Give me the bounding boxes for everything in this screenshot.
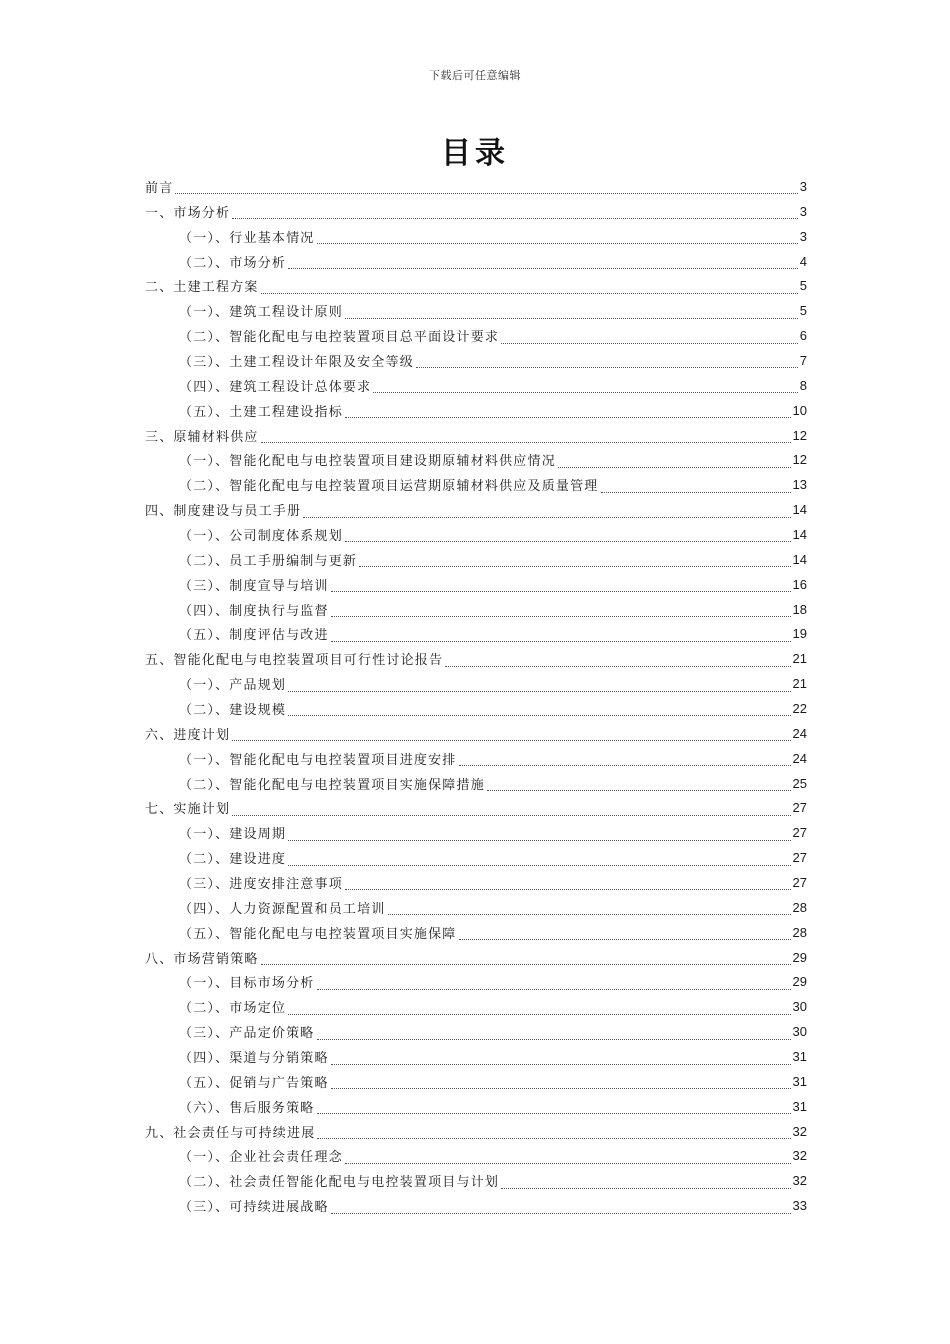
- toc-section-entry[interactable]: [145, 820, 807, 845]
- dot-leader: [317, 1125, 790, 1139]
- toc-section-entry[interactable]: [145, 771, 807, 796]
- toc-entry-label: 六、进度计划: [145, 727, 231, 743]
- toc-entry-label: （二）、社会责任智能化配电与电控装置项目与计划: [179, 1175, 500, 1191]
- toc-chapter-entry[interactable]: [145, 1119, 807, 1144]
- toc-section-entry[interactable]: [145, 572, 807, 597]
- dot-leader: [345, 876, 791, 890]
- toc-entry-page-number: 6: [799, 328, 807, 344]
- toc-entry-label: （四）、人力资源配置和员工培训: [179, 901, 386, 917]
- toc-entry-label: （二）、建设规模: [179, 702, 287, 718]
- dot-leader: [261, 429, 791, 443]
- dot-leader: [317, 1100, 791, 1114]
- dot-leader: [175, 180, 797, 194]
- toc-entry-label: （四）、建筑工程设计总体要求: [179, 379, 372, 395]
- toc-entry-page-number: 3: [799, 203, 807, 219]
- dot-leader: [232, 205, 798, 219]
- download-editable-note: 下载后可任意编辑: [429, 69, 521, 82]
- toc-chapter-entry[interactable]: [145, 646, 807, 671]
- toc-entry-label: （一）、建筑工程设计原则: [179, 305, 343, 321]
- dot-leader: [317, 976, 791, 990]
- toc-chapter-entry[interactable]: [145, 945, 807, 970]
- toc-entry-page-number: 12: [792, 452, 807, 468]
- dot-leader: [331, 603, 791, 617]
- toc-section-entry[interactable]: [145, 920, 807, 945]
- dot-leader: [601, 479, 791, 493]
- toc-title: 目录: [441, 136, 509, 171]
- toc-entry-page-number: 14: [792, 502, 807, 518]
- toc-entry-page-number: 27: [792, 850, 807, 866]
- toc-entry-page-number: 3: [799, 228, 807, 244]
- toc-entry-page-number: 28: [792, 899, 807, 915]
- dot-leader: [261, 951, 791, 965]
- toc-entry-page-number: 10: [792, 402, 807, 418]
- toc-section-entry[interactable]: [145, 547, 807, 572]
- dot-leader: [487, 777, 791, 791]
- dot-leader: [445, 653, 790, 667]
- toc-section-entry[interactable]: [145, 970, 807, 995]
- toc-entry-page-number: 8: [799, 377, 807, 393]
- toc-section-entry[interactable]: [145, 1044, 807, 1069]
- toc-entry-page-number: 33: [792, 1198, 807, 1214]
- toc-chapter-entry[interactable]: [145, 199, 807, 224]
- toc-entry-page-number: 29: [792, 949, 807, 965]
- dot-leader: [388, 901, 791, 915]
- toc-entry-label: 五、智能化配电与电控装置项目可行性讨论报告: [145, 653, 444, 669]
- toc-entry-page-number: 4: [799, 253, 807, 269]
- dot-leader: [261, 280, 798, 294]
- toc-section-entry[interactable]: [145, 1144, 807, 1169]
- dot-leader: [359, 553, 790, 567]
- toc-entry-page-number: 24: [792, 750, 807, 766]
- toc-entry-label: （一）、目标市场分析: [179, 976, 315, 992]
- dot-leader: [331, 578, 791, 592]
- toc-section-entry[interactable]: [145, 994, 807, 1019]
- toc-entry-page-number: 3: [799, 178, 807, 194]
- dot-leader: [288, 678, 790, 692]
- toc-section-entry[interactable]: [145, 298, 807, 323]
- toc-entry-page-number: 31: [792, 1098, 807, 1114]
- dot-leader: [459, 926, 791, 940]
- toc-entry-page-number: 19: [792, 626, 807, 642]
- dot-leader: [288, 702, 790, 716]
- toc-entry-page-number: 7: [799, 352, 807, 368]
- toc-entry-label: （五）、智能化配电与电控装置项目实施保障: [179, 926, 457, 942]
- toc-section-entry[interactable]: [145, 249, 807, 274]
- toc-section-entry[interactable]: [145, 472, 807, 497]
- toc-entry-label: （五）、制度评估与改进: [179, 628, 329, 644]
- toc-entry-page-number: 22: [792, 700, 807, 716]
- toc-section-entry[interactable]: [145, 621, 807, 646]
- toc-entry-label: 一、市场分析: [145, 205, 231, 221]
- toc-entry-page-number: 16: [792, 576, 807, 592]
- toc-entry-label: （一）、行业基本情况: [179, 230, 315, 246]
- toc-entry-page-number: 14: [792, 551, 807, 567]
- toc-entry-page-number: 30: [792, 1024, 807, 1040]
- dot-leader: [345, 528, 791, 542]
- toc-entry-label: 前言: [145, 180, 174, 196]
- toc-entry-page-number: 30: [792, 999, 807, 1015]
- toc-section-entry[interactable]: [145, 671, 807, 696]
- dot-leader: [317, 230, 798, 244]
- toc-entry-page-number: 32: [792, 1123, 807, 1139]
- toc-entry-label: （四）、制度执行与监督: [179, 603, 329, 619]
- toc-entry-page-number: 18: [792, 601, 807, 617]
- toc-section-entry[interactable]: [145, 323, 807, 348]
- toc-entry-label: （一）、建设周期: [179, 827, 287, 843]
- toc-entry-page-number: 5: [799, 303, 807, 319]
- dot-leader: [558, 454, 791, 468]
- toc-entry-label: 三、原辅材料供应: [145, 429, 259, 445]
- toc-entry-page-number: 12: [792, 427, 807, 443]
- dot-leader: [232, 727, 790, 741]
- toc-section-entry[interactable]: [145, 447, 807, 472]
- toc-section-entry[interactable]: [145, 597, 807, 622]
- toc-entry-label: （二）、智能化配电与电控装置项目实施保障措施: [179, 777, 485, 793]
- toc-chapter-entry[interactable]: [145, 423, 807, 448]
- toc-entry-label: （二）、市场分析: [179, 255, 287, 271]
- toc-entry-page-number: 29: [792, 974, 807, 990]
- toc-chapter-entry[interactable]: [145, 721, 807, 746]
- toc-entry-page-number: 27: [792, 874, 807, 890]
- toc-entry-label: 八、市场营销策略: [145, 951, 259, 967]
- dot-leader: [331, 628, 791, 642]
- dot-leader: [345, 1150, 791, 1164]
- toc-entry-label: 二、土建工程方案: [145, 280, 259, 296]
- toc-entry-page-number: 24: [792, 725, 807, 741]
- toc-entry-page-number: 31: [792, 1073, 807, 1089]
- toc-entry-page-number: 14: [792, 526, 807, 542]
- toc-entry-label: 七、实施计划: [145, 802, 231, 818]
- dot-leader: [303, 504, 790, 518]
- toc-entry-page-number: 27: [792, 800, 807, 816]
- toc-entry-page-number: 28: [792, 924, 807, 940]
- table-of-contents: [145, 174, 807, 1218]
- toc-section-entry[interactable]: [145, 348, 807, 373]
- toc-entry-page-number: 27: [792, 825, 807, 841]
- dot-leader: [288, 255, 798, 269]
- toc-section-entry[interactable]: [145, 1019, 807, 1044]
- toc-entry-label: （一）、公司制度体系规划: [179, 528, 343, 544]
- toc-entry-label: （三）、产品定价策略: [179, 1026, 315, 1042]
- toc-entry-label: （一）、产品规划: [179, 678, 287, 694]
- toc-entry-label: （二）、员工手册编制与更新: [179, 553, 358, 569]
- toc-chapter-entry[interactable]: [145, 174, 807, 199]
- toc-entry-page-number: 31: [792, 1049, 807, 1064]
- toc-entry-label: （三）、土建工程设计年限及安全等级: [179, 354, 414, 370]
- dot-leader: [331, 1075, 791, 1089]
- toc-entry-label: （二）、市场定位: [179, 1001, 287, 1017]
- dot-leader: [345, 404, 791, 418]
- toc-chapter-entry[interactable]: [145, 795, 807, 820]
- dot-leader: [232, 802, 790, 816]
- dot-leader: [317, 1026, 791, 1040]
- dot-leader: [416, 354, 798, 368]
- toc-entry-label: （五）、土建工程建设指标: [179, 404, 343, 420]
- toc-section-entry[interactable]: [145, 696, 807, 721]
- toc-entry-page-number: 32: [792, 1173, 807, 1189]
- toc-section-entry[interactable]: [145, 746, 807, 771]
- toc-section-entry[interactable]: [145, 522, 807, 547]
- toc-entry-label: （一）、智能化配电与电控装置项目建设期原辅材料供应情况: [179, 454, 556, 470]
- toc-entry-label: （五）、促销与广告策略: [179, 1075, 329, 1091]
- toc-chapter-entry[interactable]: [145, 497, 807, 522]
- toc-section-entry[interactable]: [145, 895, 807, 920]
- toc-entry-label: （三）、制度宣导与培训: [179, 578, 329, 594]
- toc-section-entry[interactable]: [145, 398, 807, 423]
- toc-entry-label: （一）、智能化配电与电控装置项目进度安排: [179, 752, 457, 768]
- toc-entry-label: （三）、可持续进展战略: [179, 1200, 329, 1216]
- toc-section-entry[interactable]: [145, 1168, 807, 1193]
- toc-entry-label: （六）、售后服务策略: [179, 1100, 315, 1116]
- dot-leader: [288, 1001, 790, 1015]
- toc-entry-page-number: 25: [792, 775, 807, 791]
- toc-entry-label: 九、社会责任与可持续进展: [145, 1125, 316, 1141]
- toc-entry-label: （三）、进度安排注意事项: [179, 876, 343, 892]
- toc-section-entry[interactable]: [145, 1094, 807, 1119]
- toc-entry-label: （二）、智能化配电与电控装置项目运营期原辅材料供应及质量管理: [179, 479, 599, 495]
- toc-section-entry[interactable]: [145, 224, 807, 249]
- toc-entry-label: （一）、企业社会责任理念: [179, 1150, 343, 1166]
- dot-leader: [288, 852, 790, 866]
- dot-leader: [288, 827, 790, 841]
- toc-section-entry[interactable]: [145, 845, 807, 870]
- dot-leader: [331, 1051, 791, 1065]
- toc-entry-page-number: 13: [792, 477, 807, 493]
- toc-section-entry[interactable]: [145, 870, 807, 895]
- toc-section-entry[interactable]: [145, 373, 807, 398]
- dot-leader: [459, 752, 791, 766]
- toc-section-entry[interactable]: [145, 1193, 807, 1218]
- toc-entry-page-number: 32: [792, 1148, 807, 1164]
- toc-section-entry[interactable]: [145, 1069, 807, 1094]
- dot-leader: [331, 1200, 791, 1214]
- toc-entry-page-number: 21: [792, 676, 807, 692]
- toc-entry-label: （二）、智能化配电与电控装置项目总平面设计要求: [179, 330, 500, 346]
- dot-leader: [373, 379, 797, 393]
- toc-entry-label: （四）、渠道与分销策略: [179, 1051, 329, 1066]
- toc-chapter-entry[interactable]: [145, 273, 807, 298]
- toc-entry-label: （二）、建设进度: [179, 852, 287, 868]
- toc-entry-label: 四、制度建设与员工手册: [145, 504, 302, 520]
- dot-leader: [501, 1175, 790, 1189]
- toc-entry-page-number: 5: [799, 278, 807, 294]
- dot-leader: [345, 305, 798, 319]
- dot-leader: [501, 330, 798, 344]
- toc-entry-page-number: 21: [792, 651, 807, 667]
